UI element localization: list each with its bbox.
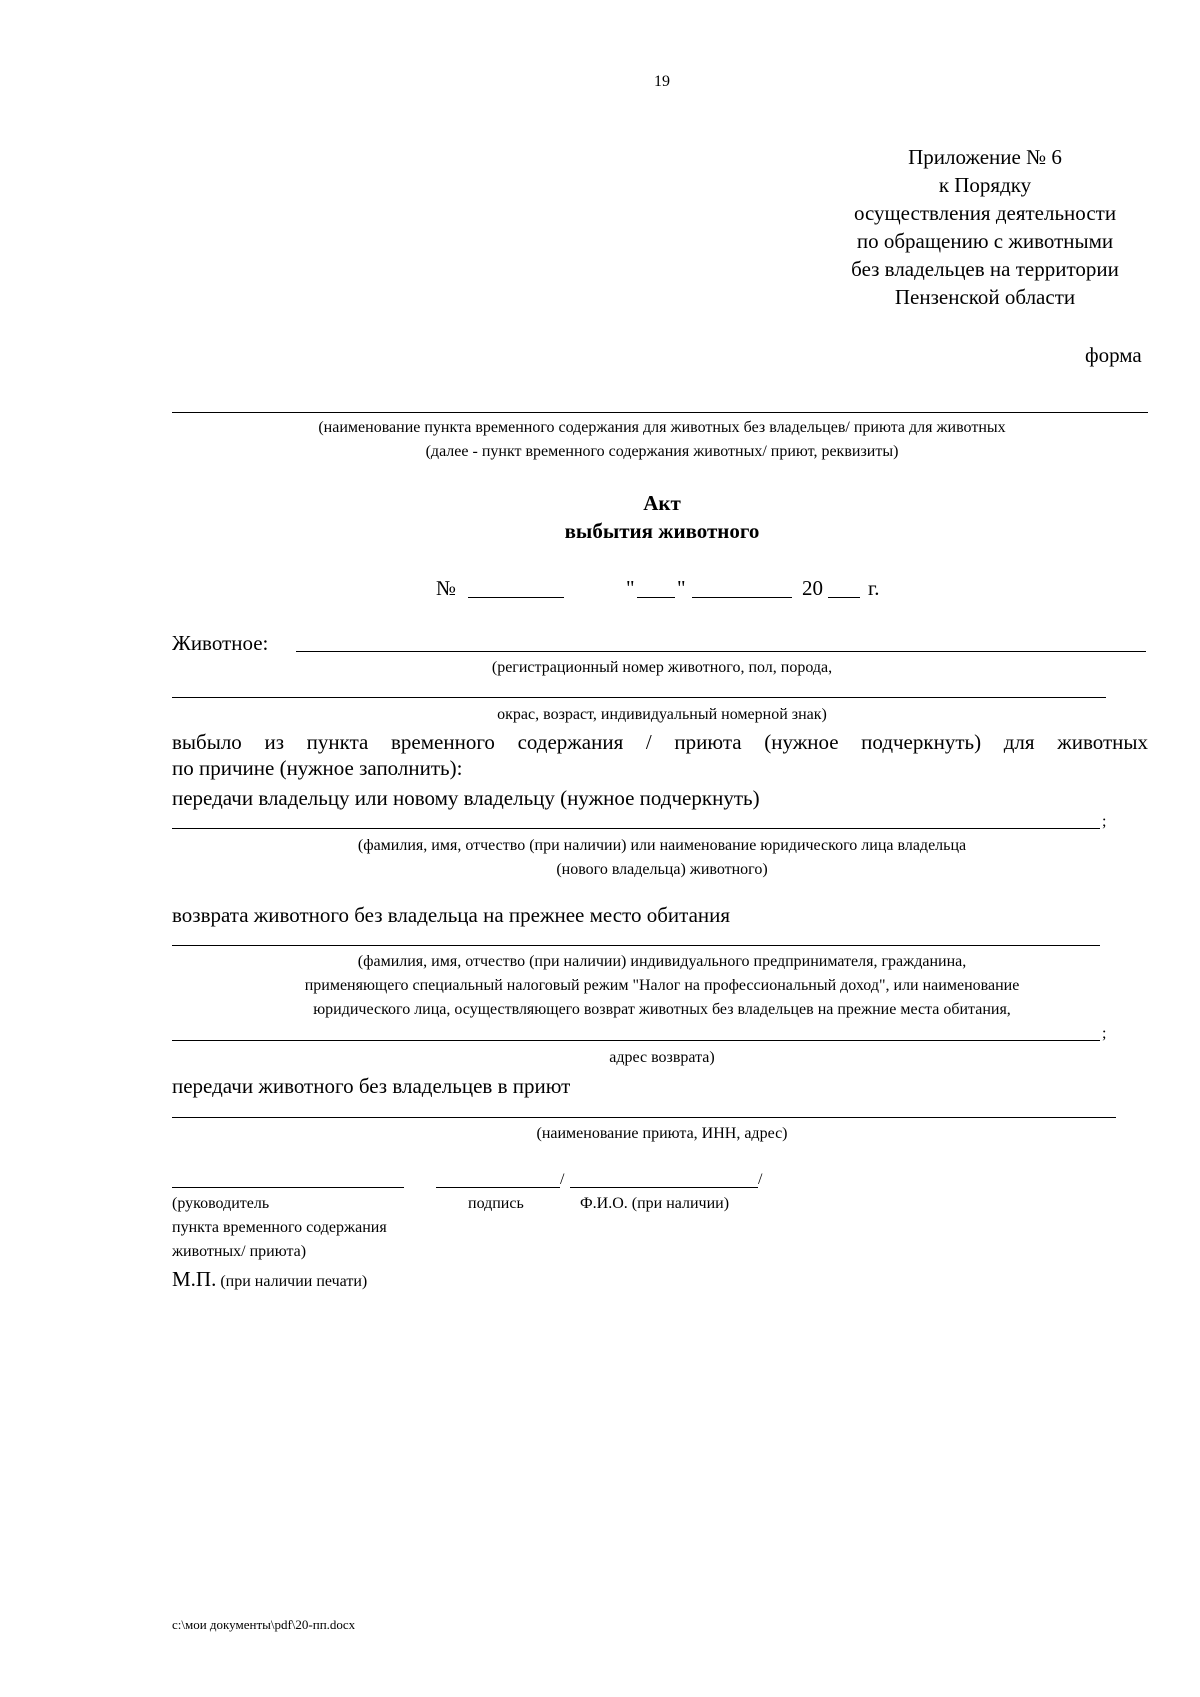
body-line: выбыло из пункта временного содержания / приюта (нужное подчеркнуть) для животных [172, 730, 1148, 754]
page-number: 19 [654, 73, 670, 90]
fio-line [570, 1187, 758, 1188]
stamp-note [172, 1266, 367, 1292]
year-prefix: 20 [802, 576, 823, 600]
animal-line-2 [172, 697, 1106, 698]
appendix-line: Приложение № 6 [908, 145, 1062, 169]
year-blank [828, 597, 860, 598]
form-label: форма [1085, 343, 1142, 367]
appendix-line: без владельцев на территории [851, 257, 1119, 281]
return-line-2 [172, 1040, 1100, 1041]
reason-shelter: передачи животного без владельцев в приют [172, 1074, 571, 1098]
appendix-line: осуществления деятельности [853, 201, 1117, 225]
appendix-line: по обращению с животными [856, 229, 1114, 253]
stamp-prefix: М.П. [172, 1267, 217, 1291]
reason-return: возврата животного без владельца на прежнее место обитания [172, 903, 731, 927]
head-signature-line [172, 1187, 404, 1188]
reason-owner: передачи владельцу или новому владельцу (нужное подчеркнуть) [172, 786, 760, 810]
owner-caption: (фамилия, имя, отчество (при наличии) или наименование юридического лица владельца [357, 837, 967, 854]
stamp-suffix: (при наличии печати) [220, 1273, 368, 1290]
appendix-line: к Порядку [938, 173, 1032, 197]
head-caption: (руководитель [172, 1195, 270, 1212]
month-blank [692, 597, 792, 598]
slash: / [560, 1171, 565, 1188]
head-caption: животных/ приюта) [172, 1243, 307, 1260]
footer-file-path: c:\мои документы\pdf\20-пп.docx [172, 1617, 356, 1632]
animal-line [296, 651, 1146, 652]
org-name-line [172, 412, 1148, 413]
year-suffix: г. [868, 576, 880, 600]
org-caption-line: (далее - пункт временного содержания животных/ приют, реквизиты) [425, 443, 899, 460]
day-blank [637, 597, 675, 598]
fio-caption: Ф.И.О. (при наличии) [580, 1195, 730, 1212]
shelter-line [172, 1117, 1116, 1118]
return-line [172, 945, 1100, 946]
shelter-caption: (наименование приюта, ИНН, адрес) [536, 1125, 788, 1142]
org-caption-line: (наименование пункта временного содержания для животных без владельцев/ приюта для животных [318, 419, 1006, 436]
return-caption: (фамилия, имя, отчество (при наличии) индивидуального предпринимателя, гражданина, [357, 953, 967, 970]
number-sign: № [436, 576, 457, 600]
return-caption: применяющего специальный налоговый режим "Налог на профессиональный доход", или наименование [304, 977, 1020, 994]
day-quote-close: " [677, 576, 686, 600]
animal-caption: (регистрационный номер животного, пол, порода, [491, 659, 833, 676]
appendix-line: Пензенской области [894, 285, 1076, 309]
return-caption: адрес возврата) [609, 1049, 715, 1066]
slash: / [758, 1171, 763, 1188]
sign-caption: подпись [468, 1195, 524, 1212]
head-caption: пункта временного содержания [172, 1219, 387, 1236]
owner-line [172, 828, 1100, 829]
number-blank [468, 597, 564, 598]
body-line: по причине (нужное заполнить): [172, 756, 463, 780]
document-title: Акт [643, 491, 681, 515]
return-caption: юридического лица, осуществляющего возврат животных без владельцев на прежние места обитания, [313, 1001, 1011, 1018]
document-subtitle: выбытия животного [564, 519, 760, 543]
owner-caption: (нового владельца) животного) [556, 861, 768, 878]
animal-caption: окрас, возраст, индивидуальный номерной знак) [497, 706, 827, 723]
sign-line [436, 1187, 560, 1188]
semicolon: ; [1102, 1025, 1107, 1042]
day-quote-open: " [626, 576, 635, 600]
semicolon: ; [1102, 813, 1107, 830]
animal-label: Животное: [172, 631, 269, 655]
